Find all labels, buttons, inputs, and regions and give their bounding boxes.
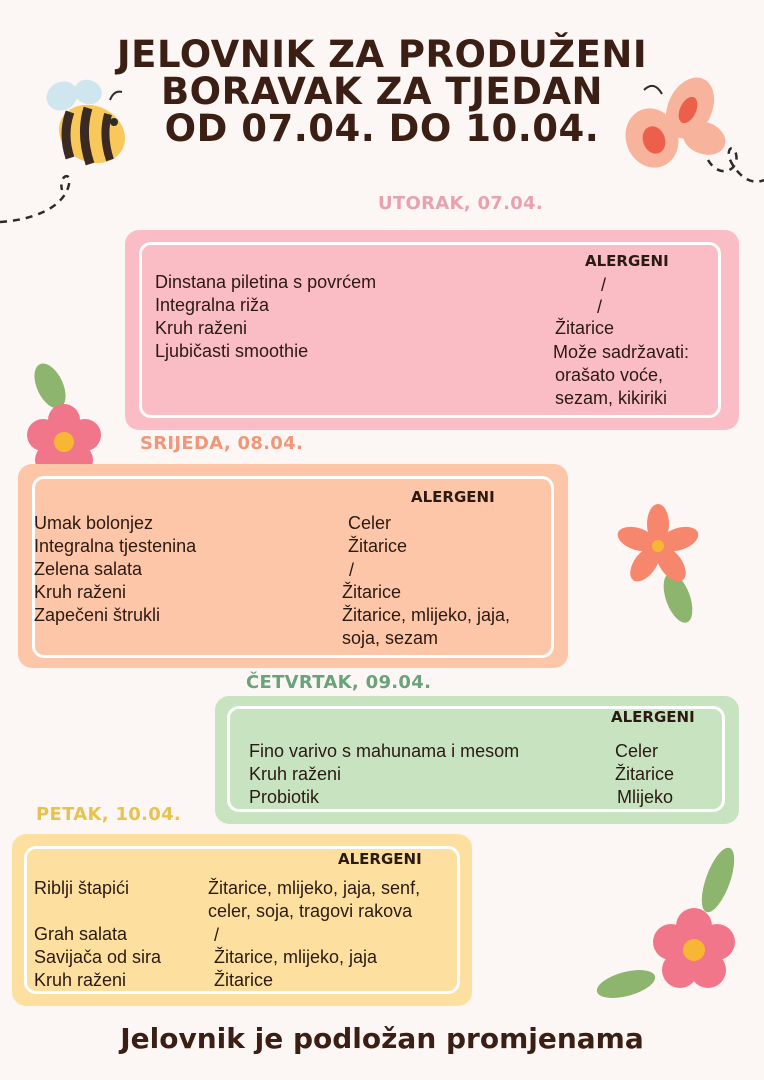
title-line-2: BORAVAK ZA TJEDAN (160, 70, 604, 113)
allergen-item: / (214, 925, 220, 945)
allergen-item: Žitarice, mlijeko, jaja, senf, (208, 878, 421, 898)
allergens-header: ALERGENI (585, 252, 669, 270)
allergen-item: / (601, 275, 607, 295)
allergen-item: Žitarice (348, 536, 408, 556)
dish-item: Kruh raženi (249, 764, 342, 784)
dish-item: Grah salata (34, 924, 128, 944)
allergen-item: Žitarice, mlijeko, jaja (214, 947, 378, 967)
dish-item: Dinstana piletina s povrćem (155, 272, 377, 292)
allergen-item: Celer (615, 741, 659, 761)
allergen-item: Žitarice (615, 764, 675, 784)
dish-item: Kruh raženi (34, 970, 127, 990)
menu-card-thursday (215, 696, 739, 824)
title-line-1: JELOVNIK ZA PRODUŽENI (116, 33, 648, 76)
dish-item: Kruh raženi (34, 582, 127, 602)
dish-item: Ljubičasti smoothie (155, 341, 309, 361)
allergen-item: Može sadržavati: (553, 342, 690, 362)
dish-item: Riblji štapići (34, 878, 130, 898)
allergen-item: orašato voće, (555, 365, 664, 385)
allergen-item: Žitarice (214, 970, 274, 990)
allergen-item: Celer (348, 513, 392, 533)
day-label-thursday: ČETVRTAK, 09.04. (246, 672, 432, 693)
dish-item: Zelena salata (34, 559, 143, 579)
day-label-tuesday: UTORAK, 07.04. (378, 193, 544, 214)
menu-card-friday (12, 834, 472, 1006)
menu-card-wednesday (18, 464, 568, 668)
flower-icon (612, 500, 712, 630)
dish-item: Zapečeni štrukli (34, 605, 161, 625)
allergens-header: ALERGENI (411, 488, 495, 506)
bee-icon (0, 70, 160, 230)
allergen-item: / (597, 297, 603, 317)
flower-icon (596, 840, 746, 1010)
allergen-item: soja, sezam (342, 628, 439, 648)
dish-item: Savijača od sira (34, 947, 162, 967)
butterfly-icon (610, 70, 764, 210)
footer-note: Jelovnik je podložan promjenama (120, 1022, 644, 1055)
day-label-wednesday: SRIJEDA, 08.04. (140, 433, 304, 454)
dish-item: Probiotik (249, 787, 320, 807)
dish-item: Integralna tjestenina (34, 536, 197, 556)
allergen-item: Žitarice (342, 582, 402, 602)
dish-item: Kruh raženi (155, 318, 248, 338)
dish-item: Fino varivo s mahunama i mesom (249, 741, 520, 761)
dish-item: Integralna riža (155, 295, 270, 315)
title-line-3: OD 07.04. DO 10.04. (164, 107, 600, 150)
allergen-item: Žitarice, mlijeko, jaja, (342, 605, 511, 625)
allergen-item: Mlijeko (617, 787, 674, 807)
allergen-item: / (349, 560, 355, 580)
allergen-item: celer, soja, tragovi rakova (208, 901, 413, 921)
allergen-item: sezam, kikiriki (555, 388, 668, 408)
menu-card-tuesday (125, 230, 739, 430)
dish-item: Umak bolonjez (34, 513, 154, 533)
allergens-header: ALERGENI (611, 708, 695, 726)
day-label-friday: PETAK, 10.04. (36, 804, 182, 825)
allergens-header: ALERGENI (338, 850, 422, 868)
allergen-item: Žitarice (555, 318, 615, 338)
